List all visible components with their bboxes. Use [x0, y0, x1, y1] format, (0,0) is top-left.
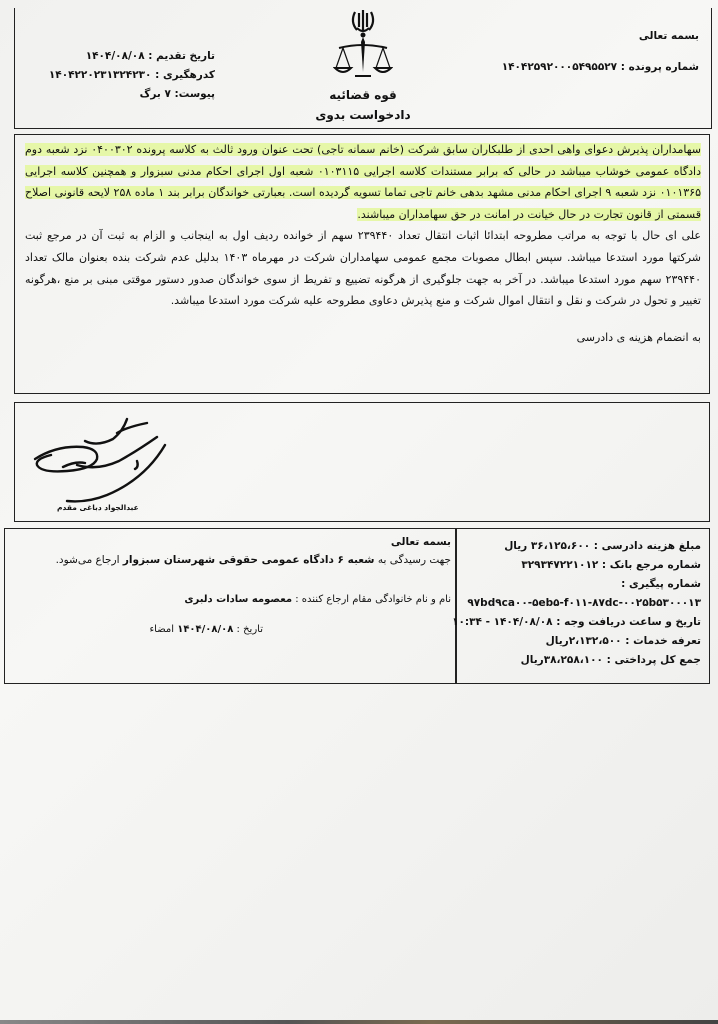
payment-datetime: تاریخ و ساعت دریافت وجه : ۱۴۰۴/۰۸/۰۸ - ۱۰:۳۴ [452, 616, 701, 628]
header-left [35, 50, 215, 107]
signature-section [14, 402, 710, 522]
highlighted-paragraph: سهامداران پذیرش دعوای واهی احدی از طلبکاران سابق شرکت (خانم سمانه تاجی) تحت عنوان ورود ثالث به کلاسه پرونده ۰۴۰۰۳۰۲ نزد شعبه دوم دادگاه عمومی خوشاب میباشد در حالی که برابر مستندات کلاسه اجرایی ۰۱۰۳۱۱۵ شعبه اول اجرای احکام مدنی سبزوار و همچنین کلاسه اجرایی ۰۱۰۱۳۶۵ نزد شعبه ۹ اجرای احکام مدنی مشهد بدهی خانم تاجی تماما تسویه گردیده است. بعبارتی خواندگان برابر بند ۱ ماده ۲۵۸ لایحه قانونی اصلاح قسمتی از قانون تجارت در حال خیانت در امانت در حق سهامداران میباشند. [25, 143, 701, 221]
petition-text [25, 139, 701, 312]
referral-order [5, 533, 453, 639]
payment-details [452, 537, 701, 670]
document-type: دادخواست بدوی [315, 108, 411, 122]
assigned-branch: شعبه ۶ دادگاه عمومی حقوقی شهرستان سبزوار [122, 554, 375, 566]
request-paragraph: علی ای حال با توجه به مراتب مطروحه ابتدائا اثبات انتقال تعداد ۲۳۹۴۴۰ سهم از خوانده ردیف اول به اینجانب و الزام به ثبت آن در مرجع ثبت شرکتها مورد استدعا میباشد. سپس ابطال مصوبات مجمع عمومی سهامداران شرکت در مهرماه ۱۴۰۳ بدلیل عدم شرکت بنده بعنوان مالک تعداد ۲۳۹۴۴۰ سهم مورد استدعا میباشد. در آخر به جهت جلوگیری از هرگونه تضییع و تفریط از سوی خواندگان صدور دستور موقتی مبنی بر منع ،هرگونه تغییر و تحول در شرکت و نقل و انتقال اموال شرکت و منع پذیرش دعاوی مطروحه علیه شرکت مورد استدعا میباشد. [25, 229, 701, 308]
signer-name: عبدالجواد دباغی مقدم [57, 503, 139, 512]
referral-text: جهت رسیدگی به شعبه ۶ دادگاه عمومی حقوقی شهرستان سبزوار ارجاع می‌شود. [55, 554, 451, 566]
followup-number: ۹۷bd۹ca۰۰-۵eb۵-f۰۱۱-۸۷dc-۰۰۲۵b۵۳۰۰۰۱۳ [467, 597, 701, 609]
referrer-name: معصومه سادات دلبری [184, 594, 293, 605]
referring-official: نام و نام خانوادگی مقام ارجاع کننده : معصومه سادات دلبری [184, 594, 451, 605]
column-divider [455, 529, 457, 683]
scales-of-justice-icon [333, 8, 393, 84]
referral-date: تاریخ : ۱۴۰۴/۰۸/۰۸ امضاء [149, 624, 263, 635]
header-right [502, 30, 699, 92]
tracking-code: کدرهگیری : ۱۴۰۴۲۲۰۲۳۱۳۲۴۲۳۰ [48, 69, 215, 81]
payment-referral-section [4, 528, 710, 684]
file-number: شماره پرونده : ۱۴۰۴۲۵۹۲۰۰۰۵۴۹۵۵۲۷ [501, 61, 699, 73]
total-paid: جمع کل پرداختی : ۳۸،۲۵۸،۱۰۰ریال [520, 654, 701, 666]
service-fee: تعرفه خدمات : ۲،۱۳۲،۵۰۰ریال [545, 635, 701, 647]
organization-name: قوه قضائیه [329, 88, 397, 102]
header-blessing: بسمه تعالی [638, 30, 699, 42]
photo-bottom-edge [0, 1020, 718, 1024]
bank-reference: شماره مرجع بانک : ۳۲۹۳۴۷۲۲۱۰۱۲ [521, 559, 701, 571]
court-fee: مبلغ هزینه دادرسی : ۳۶،۱۲۵،۶۰۰ ریال [504, 540, 701, 552]
submission-date: تاریخ تقدیم : ۱۴۰۴/۰۸/۰۸ [85, 50, 215, 62]
petition-body [14, 134, 710, 394]
header-section [14, 8, 712, 129]
handwritten-signature-icon [27, 411, 167, 506]
judiciary-emblem [313, 8, 413, 122]
attachment-count: پیوست: ۷ برگ [139, 88, 215, 100]
followup-label: شماره پیگیری : [621, 578, 701, 590]
referral-blessing: بسمه تعالی [390, 536, 451, 548]
closing-note: به انضمام هزینه ی دادرسی [576, 331, 701, 344]
